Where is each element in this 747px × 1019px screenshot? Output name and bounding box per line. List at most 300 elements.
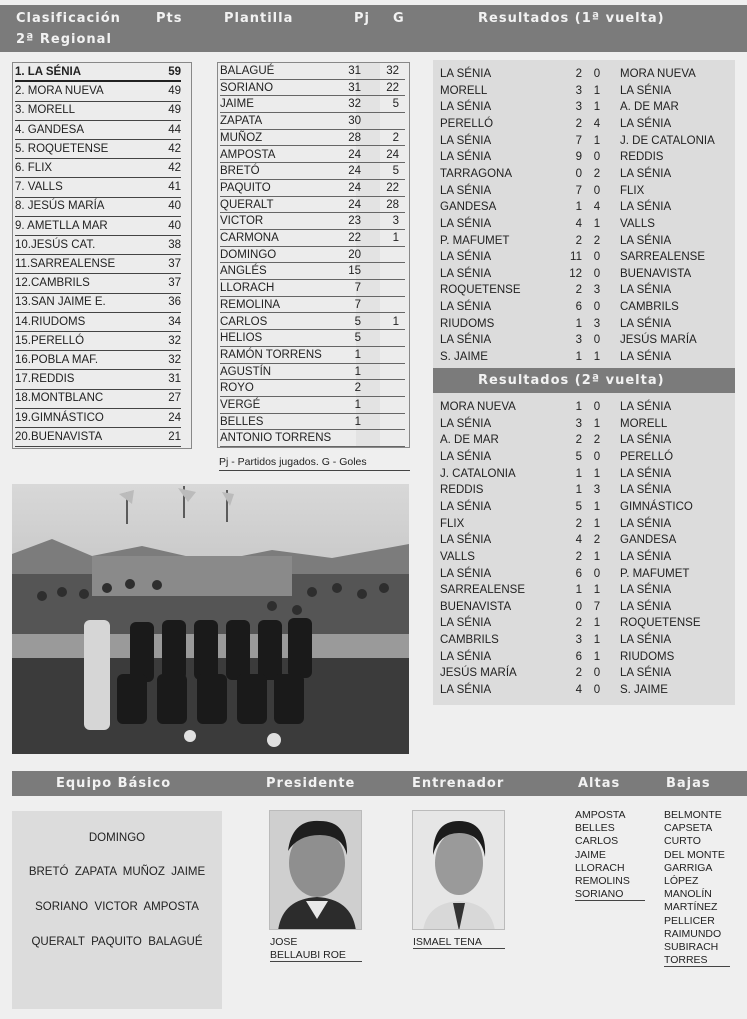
bajas-item: SUBIRACH [664,941,719,953]
squad-row [220,113,405,130]
home-team: SARREALENSE [440,584,526,597]
result-row [440,199,730,216]
home-team: TARRAGONA [440,167,512,180]
team-points: 49 [168,104,181,117]
result-row [440,216,730,233]
team-name: 4. GANDESA [15,123,85,136]
team-points: 42 [168,162,181,174]
altas-item: BELLES [575,822,615,835]
home-score: 1 [575,584,582,597]
bajas-item: BELMONTE [664,809,722,821]
away-score: 1 [593,650,601,663]
home-team: MORA NUEVA [440,401,516,413]
coach-name: ISMAEL TENA [413,936,505,949]
player-name: RAMÓN TORRENS [220,348,322,361]
away-score: 3 [593,484,601,497]
player-name: MUÑOZ [220,131,263,144]
squad-row [220,197,405,214]
home-team: FLIX [440,517,465,530]
lineup-row-3: SORIANO VICTOR AMPOSTA [35,901,199,913]
squad-row [220,397,405,414]
away-score: 1 [593,217,601,230]
player-matches: 24 [348,165,361,178]
result-row [440,99,730,116]
home-score: 2 [575,617,582,630]
standings-row [15,389,181,408]
president-first-name: JOSE [270,936,298,948]
away-score: 0 [593,68,601,80]
standings-row [15,82,181,101]
result-row [440,615,730,632]
away-team: LA SÉNIA [620,667,672,680]
header-g: G [393,11,405,26]
team-points: 21 [168,430,181,443]
altas-item: CARLOS [575,835,619,848]
home-score: 6 [575,301,582,314]
away-score: 1 [593,134,601,147]
home-score: 2 [575,667,582,680]
header-presidente: Presidente [266,776,356,791]
header-division: 2ª Regional [16,32,112,47]
standings-row [15,293,181,312]
away-team: P. MAFUMET [620,567,690,580]
squad-row [220,213,405,230]
player-goals: 5 [392,165,399,178]
standings-row [15,332,181,351]
result-row [440,449,730,466]
header-equipo-basico: Equipo Básico [56,776,172,791]
result-row [440,116,730,133]
home-team: RIUDOMS [440,317,495,330]
away-team: MORA NUEVA [620,68,696,80]
player-name: CARMONA [220,232,279,244]
home-score: 1 [575,351,582,364]
away-score: 0 [593,184,601,197]
away-team: CAMBRILS [620,301,679,314]
team-points: 37 [168,258,181,270]
home-score: 0 [575,167,582,180]
squad-row [220,380,405,397]
player-goals: 22 [386,181,399,194]
result-row [440,649,730,666]
standings-table [12,62,192,449]
team-points: 42 [168,142,181,155]
squad-row [220,263,405,280]
result-row [440,316,730,333]
team-photo [12,484,409,754]
standings-row [15,121,181,140]
bajas-item: TORRES [664,954,730,967]
home-team: A. DE MAR [440,434,499,447]
team-name: 8. JESÚS MARÍA [15,200,105,213]
home-team: S. JAIME [440,351,488,364]
team-name: 6. FLIX [15,162,53,174]
team-name: 5. ROQUETENSE [15,142,109,155]
bajas-item: PELLICER [664,914,715,927]
player-name: CARLOS [220,315,268,328]
away-score: 3 [593,317,601,330]
team-points: 34 [168,315,181,328]
standings-row [15,370,181,389]
home-score: 1 [575,467,582,480]
squad-row [220,297,405,314]
away-team: LA SÉNIA [620,167,672,180]
header-pts: Pts [156,11,183,26]
away-team: LA SÉNIA [620,234,672,247]
home-team: P. MAFUMET [440,234,510,247]
lineup-row-1: DOMINGO [88,832,146,844]
result-row [440,83,730,100]
team-name: 9. AMETLLA MAR [15,219,108,232]
player-matches: 24 [348,181,361,194]
president-last-name: BELLAUBI ROE [270,949,362,962]
team-name: 16.POBLA MAF. [15,354,99,366]
away-score: 2 [593,434,601,447]
top-header-bar [0,5,747,52]
home-team: LA SÉNIA [440,251,492,264]
away-score: 0 [593,401,601,413]
team-name: 17.REDDIS [15,373,75,386]
player-matches: 22 [348,232,361,244]
team-points: 59 [168,66,181,78]
squad-row [220,180,405,197]
home-score: 3 [575,84,582,97]
away-score: 1 [593,500,601,513]
away-team: LA SÉNIA [620,550,672,563]
home-team: GANDESA [440,201,497,214]
result-row [440,183,730,200]
bajas-item: MANOLÍN [664,888,712,901]
away-team: ROQUETENSE [620,617,701,630]
team-name: 3. MORELL [15,104,76,117]
standings-row [15,255,181,274]
player-name: ANTONIO TORRENS [220,432,332,445]
home-team: J. CATALONIA [440,467,516,480]
standings-row [15,428,181,447]
home-score: 6 [575,567,582,580]
player-matches: 1 [354,365,361,378]
away-team: J. DE CATALONIA [620,134,715,147]
away-score: 0 [593,567,601,580]
away-team: LA SÉNIA [620,317,672,330]
away-score: 1 [593,517,601,530]
away-score: 1 [593,351,601,364]
player-matches: 23 [348,215,361,228]
away-score: 1 [593,84,601,97]
team-name: 11.SARREALENSE [15,258,116,270]
home-score: 4 [575,217,582,230]
home-team: LA SÉNIA [440,450,492,463]
squad-row [220,364,405,381]
home-team: LA SÉNIA [440,617,492,630]
altas-item: LLORACH [575,861,625,874]
home-team: LA SÉNIA [440,650,492,663]
away-team: LA SÉNIA [620,600,672,613]
away-score: 0 [593,450,601,463]
away-score: 1 [593,550,601,563]
home-score: 1 [575,201,582,214]
result-row [440,66,730,83]
header-clasificacion: Clasificación [16,11,121,26]
squad-row [220,247,405,264]
altas-item: AMPOSTA [575,809,626,821]
home-team: LA SÉNIA [440,534,492,547]
away-score: 1 [593,634,601,647]
away-team: JESÚS MARÍA [620,334,697,347]
home-score: 2 [575,284,582,297]
player-name: SORIANO [220,81,274,94]
away-team: LA SÉNIA [620,401,672,413]
result-row [440,299,730,316]
player-goals: 32 [386,65,399,77]
header-entrenador: Entrenador [412,776,505,791]
home-score: 11 [570,251,582,264]
player-matches: 1 [354,348,361,361]
standings-row [15,351,181,370]
player-goals: 28 [386,198,399,211]
altas-item: SORIANO [575,888,645,901]
squad-table [217,62,410,448]
header-altas: Altas [578,776,621,791]
home-team: VALLS [440,550,475,563]
result-row [440,432,730,449]
team-points: 37 [168,277,181,290]
home-team: PERELLÓ [440,117,494,130]
home-score: 2 [575,68,582,80]
player-name: REMOLINA [220,298,281,311]
altas-item: REMOLINS [575,875,630,887]
president-photo [269,810,362,930]
bajas-item: MARTÍNEZ [664,901,718,914]
player-goals: 1 [392,315,399,328]
home-team: LA SÉNIA [440,500,492,513]
player-matches: 5 [354,315,361,328]
away-team: LA SÉNIA [620,117,672,130]
away-team: LA SÉNIA [620,434,672,447]
player-name: JAIME [220,98,254,111]
result-row [440,632,730,649]
home-team: CAMBRILS [440,634,499,647]
standings-row [15,236,181,255]
player-name: BRETÓ [220,165,260,178]
away-team: PERELLÓ [620,450,674,463]
player-name: PAQUITO [220,181,271,194]
away-team: BUENAVISTA [620,267,692,280]
team-points: 38 [168,238,181,251]
header-bajas: Bajas [666,776,711,791]
away-team: LA SÉNIA [620,84,672,97]
squad-row [220,430,405,447]
home-score: 1 [575,317,582,330]
away-team: S. JAIME [620,684,668,697]
result-row [440,499,730,516]
away-team: LA SÉNIA [620,351,672,364]
player-matches: 2 [354,382,361,395]
away-team: A. DE MAR [620,101,679,114]
player-name: DOMINGO [220,248,277,261]
result-row [440,566,730,583]
player-name: VERGÉ [220,399,261,411]
away-score: 2 [593,234,601,247]
away-score: 0 [593,251,601,264]
player-matches: 31 [348,81,361,94]
home-score: 5 [575,450,582,463]
result-row [440,665,730,682]
home-team: LA SÉNIA [440,567,492,580]
player-matches: 31 [348,65,361,77]
squad-row [220,130,405,147]
squad-row [220,314,405,331]
standings-row [15,63,181,82]
player-name: ROYO [220,382,254,395]
away-score: 1 [593,417,601,430]
player-matches: 24 [348,148,361,161]
standings-row [15,274,181,293]
result-row [440,282,730,299]
home-team: LA SÉNIA [440,134,492,147]
result-row [440,466,730,483]
home-score: 3 [575,417,582,430]
standings-row [15,197,181,216]
home-score: 2 [575,517,582,530]
team-name: 10.JESÚS CAT. [15,238,96,251]
away-score: 3 [593,284,601,297]
player-name: AMPOSTA [220,148,276,161]
result-row [440,166,730,183]
team-points: 24 [168,411,181,424]
away-team: REDDIS [620,151,664,164]
header-resultados-1: Resultados (1ª vuelta) [478,11,665,26]
away-score: 1 [593,467,601,480]
result-row [440,266,730,283]
away-score: 0 [593,684,601,697]
away-team: SARREALENSE [620,251,706,264]
lineup-row-4: QUERALT PAQUITO BALAGUÉ [31,936,203,948]
away-score: 1 [593,101,601,114]
standings-row [15,313,181,332]
home-team: REDDIS [440,484,484,497]
squad-row [220,330,405,347]
home-team: MORELL [440,84,488,97]
squad-row [220,80,405,97]
home-score: 2 [575,117,582,130]
home-score: 3 [575,334,582,347]
result-row [440,482,730,499]
player-name: AGUSTÍN [220,365,272,378]
away-score: 0 [593,267,601,280]
home-team: LA SÉNIA [440,301,492,314]
team-points: 40 [168,219,181,232]
team-name: 19.GIMNÁSTICO [15,411,104,424]
team-name: 15.PERELLÓ [15,334,85,347]
standings-row [15,101,181,120]
header-pj: Pj [354,11,370,26]
home-score: 4 [575,684,582,697]
player-name: LLORACH [220,282,275,295]
away-team: FLIX [620,184,645,197]
bajas-item: GARRIGA [664,861,713,874]
home-team: LA SÉNIA [440,101,492,114]
away-team: LA SÉNIA [620,484,672,497]
result-row [440,682,730,699]
home-score: 2 [575,550,582,563]
result-row [440,582,730,599]
away-score: 0 [593,667,601,680]
home-team: BUENAVISTA [440,600,512,613]
team-points: 32 [168,334,181,347]
team-points: 41 [168,181,181,194]
squad-row [220,414,405,431]
player-goals: 5 [392,98,399,111]
player-matches: 20 [348,248,361,261]
away-score: 4 [593,117,601,130]
squad-row [220,96,405,113]
bajas-item: RAIMUNDO [664,927,722,940]
away-team: GIMNÁSTICO [620,500,693,513]
player-matches: 1 [354,399,361,411]
coach-photo [412,810,505,930]
team-name: 14.RIUDOMS [15,315,86,328]
away-team: RIUDOMS [620,650,675,663]
player-goals: 2 [392,131,399,144]
bajas-item: LÓPEZ [664,875,699,887]
player-name: BALAGUÉ [220,65,275,77]
player-matches: 7 [354,298,361,311]
bajas-item: CURTO [664,835,701,848]
bajas-item: CAPSETA [664,822,713,835]
result-row [440,349,730,366]
away-team: LA SÉNIA [620,201,672,214]
result-row [440,399,730,416]
standings-row [15,159,181,178]
player-name: VICTOR [220,215,264,228]
player-name: HELIOS [220,332,263,345]
squad-row [220,347,405,364]
player-matches: 28 [348,131,361,144]
standings-row [15,409,181,428]
player-name: ZAPATA [220,115,263,128]
home-score: 7 [575,184,582,197]
home-score: 3 [575,101,582,114]
result-row [440,233,730,250]
away-score: 1 [593,584,601,597]
player-name: QUERALT [220,198,274,211]
player-matches: 15 [348,265,361,278]
team-name: 18.MONTBLANC [15,392,104,405]
squad-row [220,280,405,297]
standings-row [15,178,181,197]
result-row [440,599,730,616]
home-team: ROQUETENSE [440,284,521,297]
result-row [440,549,730,566]
team-name: 1. LA SÉNIA [15,66,82,78]
player-matches: 30 [348,115,361,128]
home-score: 0 [575,600,582,613]
away-score: 2 [593,167,601,180]
home-score: 5 [575,500,582,513]
home-score: 3 [575,634,582,647]
team-name: 20.BUENAVISTA [15,430,103,443]
away-team: LA SÉNIA [620,284,672,297]
player-goals: 24 [386,148,399,161]
away-score: 2 [593,534,601,547]
squad-note: Pj - Partidos jugados. G - Goles [219,456,410,471]
team-points: 31 [168,373,181,386]
lineup-row-2: BRETÓ ZAPATA MUÑOZ JAIME [28,866,206,878]
result-row [440,532,730,549]
away-team: MORELL [620,417,668,430]
away-team: LA SÉNIA [620,634,672,647]
